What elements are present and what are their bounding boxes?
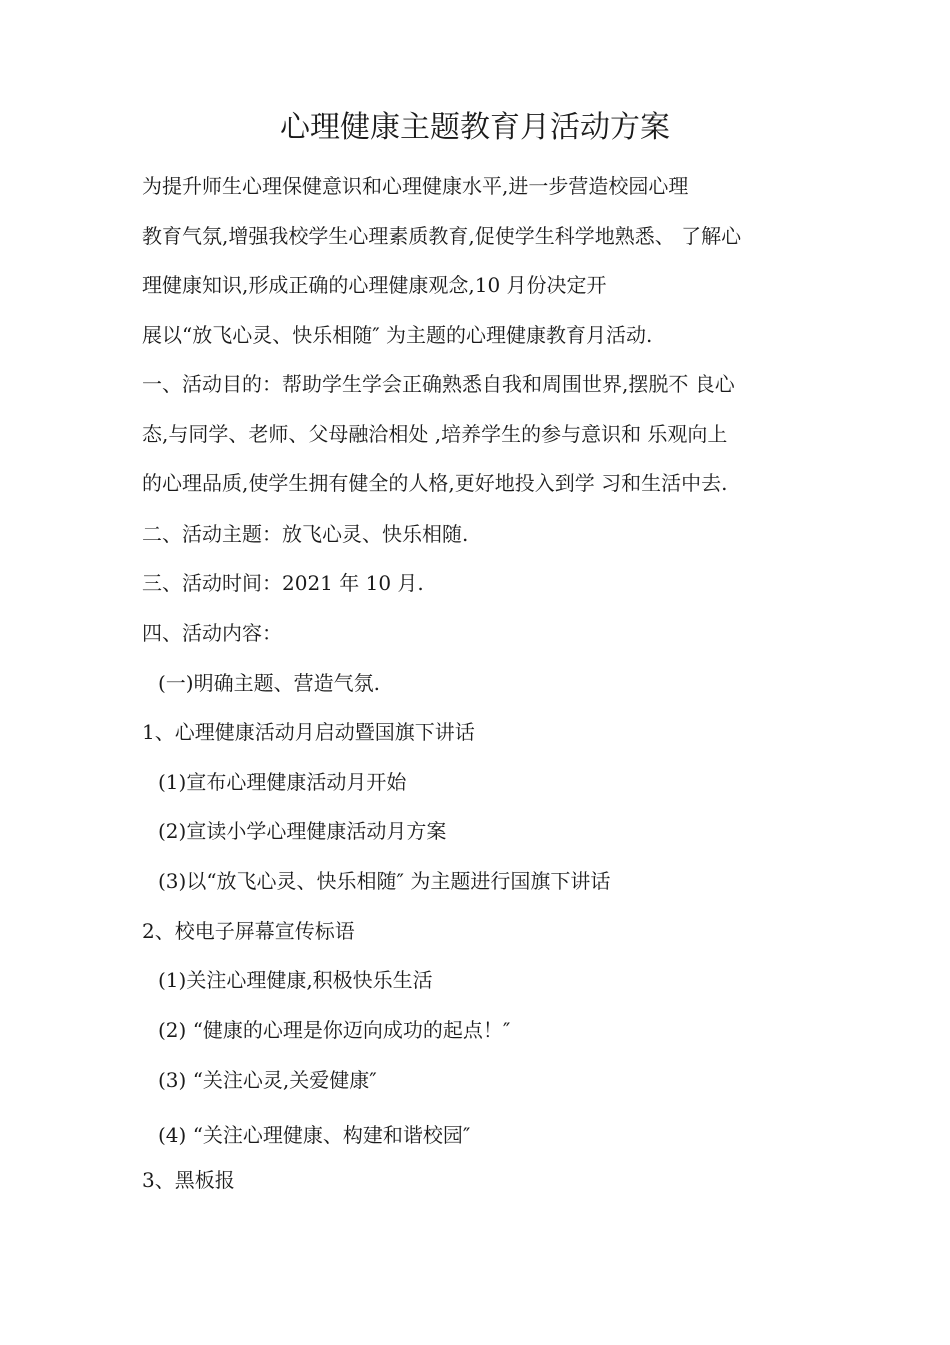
list-item-3: 3、黑板报 xyxy=(142,1168,235,1192)
section-time: 三、活动时间：2021 年 10 月. xyxy=(142,571,424,595)
list-item-2-sub-4: (4) “关注心理健康、构建和谐校园″ xyxy=(158,1123,471,1147)
list-item-2-sub-3: (3) “关注心灵,关爱健康″ xyxy=(158,1068,377,1092)
paragraph-line-intro-1: 为提升师生心理保健意识和心理健康水平,进一步营造校园心理 xyxy=(142,174,689,198)
section-theme: 二、活动主题：放飞心灵、快乐相随. xyxy=(142,522,469,546)
list-item-1-sub-3: (3)以“放飞心灵、快乐相随″ 为主题进行国旗下讲话 xyxy=(158,869,611,893)
section-content-heading: 四、活动内容： xyxy=(142,621,282,645)
section-purpose-line-1: 一、活动目的：帮助学生学会正确熟悉自我和周围世界,摆脱不 良心 xyxy=(142,372,735,396)
list-item-1-sub-1: (1)宣布心理健康活动月开始 xyxy=(158,770,407,794)
list-item-2: 2、校电子屏幕宣传标语 xyxy=(142,919,355,943)
list-item-2-sub-2: (2) “健康的心理是你迈向成功的起点！″ xyxy=(158,1018,511,1042)
paragraph-line-intro-4: 展以“放飞心灵、快乐相随″ 为主题的心理健康教育月活动. xyxy=(142,323,653,347)
list-item-1-sub-2: (2)宣读小学心理健康活动月方案 xyxy=(158,819,447,843)
document-title: 心理健康主题教育月活动方案 xyxy=(280,110,670,145)
section-purpose-line-2: 态,与同学、老师、父母融洽相处 ,培养学生的参与意识和 乐观向上 xyxy=(142,422,728,446)
list-item-2-sub-1: (1)关注心理健康,积极快乐生活 xyxy=(158,968,433,992)
paragraph-line-intro-2: 教育气氛,增强我校学生心理素质教育,促使学生科学地熟悉、 了解心 xyxy=(142,224,742,248)
paragraph-line-intro-3: 理健康知识,形成正确的心理健康观念,10 月份决定开 xyxy=(142,273,607,297)
list-item-1: 1、心理健康活动月启动暨国旗下讲话 xyxy=(142,720,475,744)
subsection-heading: (一)明确主题、营造气氛. xyxy=(158,671,380,695)
section-purpose-line-3: 的心理品质,使学生拥有健全的人格,更好地投入到学 习和生活中去. xyxy=(142,471,728,495)
